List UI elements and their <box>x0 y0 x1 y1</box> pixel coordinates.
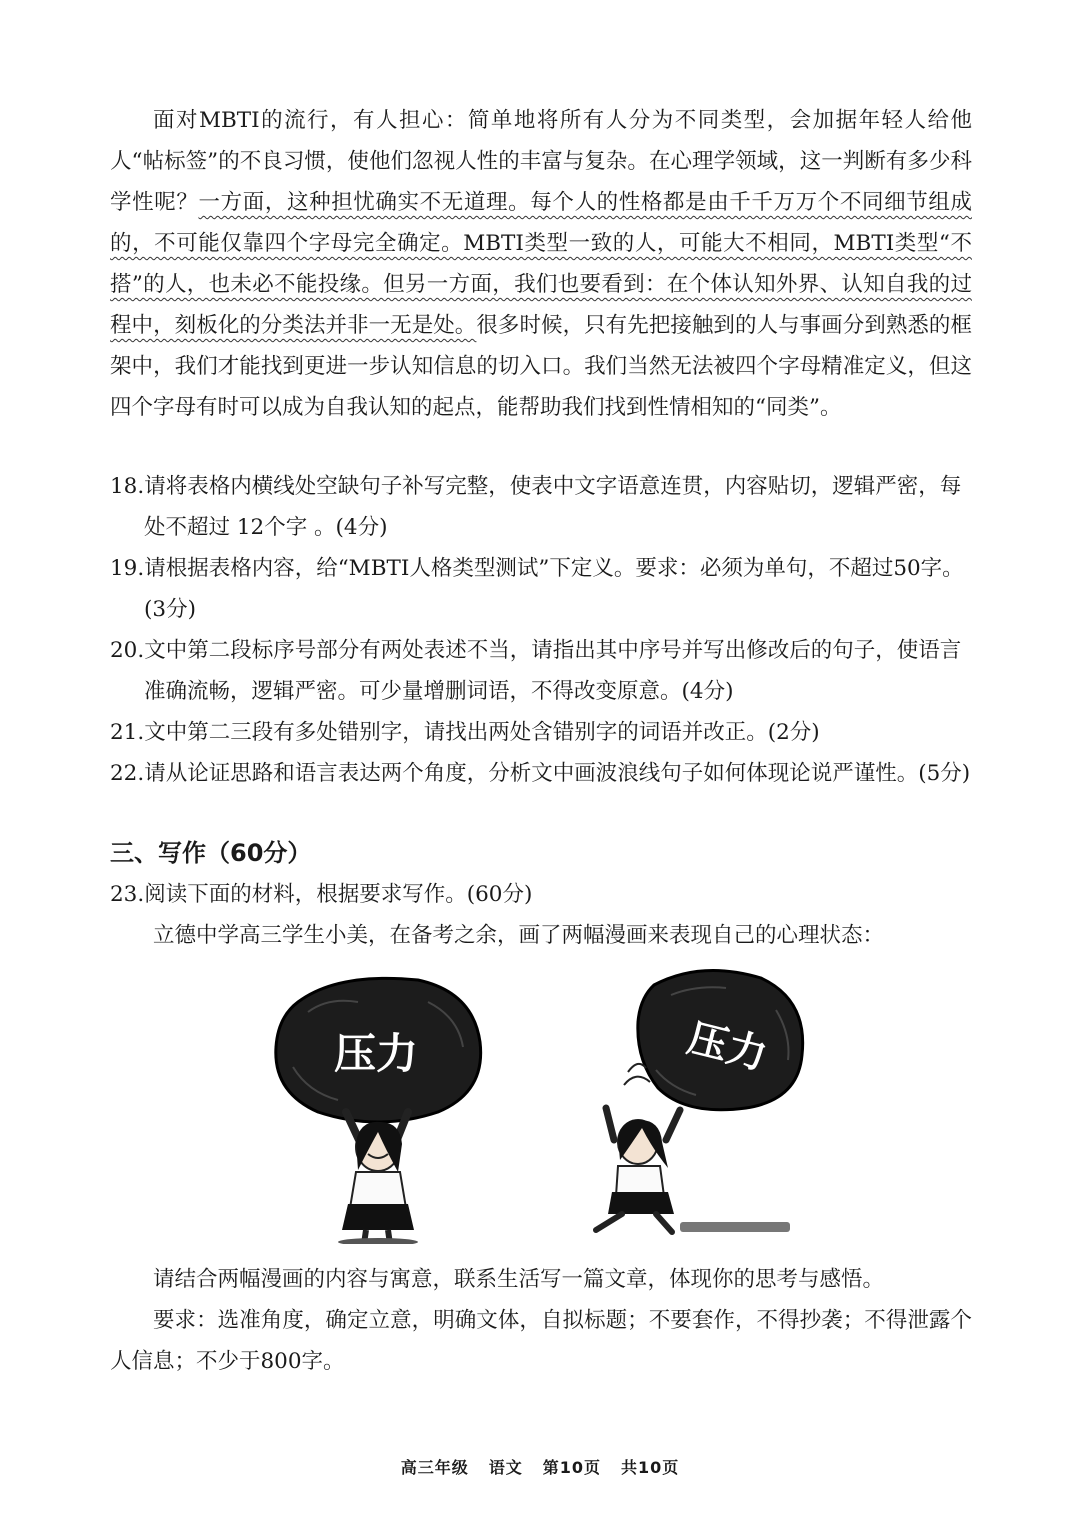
girl-skirt-right <box>608 1192 674 1214</box>
rock-label-right: 压力 <box>682 1015 772 1080</box>
question-22: 22.请从论证思路和语言表达两个角度，分析文中画波浪线句子如何体现论说严谨性。(5分) <box>110 761 971 786</box>
section-title-writing: 三、写作（60分） <box>110 839 312 867</box>
footer-page-number: 第10页 <box>542 1458 602 1477</box>
motion-lines <box>624 1064 650 1085</box>
question-19: 19.请根据表格内容，给“MBTI人格类型测试”下定义。要求：必须为单句，不超过50字。(3分) <box>110 556 964 622</box>
girl-skirt-left <box>342 1204 414 1230</box>
passage-text-after: 很多时候，只有先把接触到的人与事画分到熟悉的框架中，我们才能找到更进一步认知信息的切入口。我们当然无法被四个字母精准定义，但这四个字母有时可以成为自我认知的起点，能帮助我们找到性情相知的“同类”。 <box>110 313 972 420</box>
wavy-underlined-text: 一方面，这种担忧确实不无道理。每个人的性格都是由千千万万个不同细节组成的，不可能仅靠四个字母完全确定。MBTI类型一致的人，可能大不相同，MBTI类型“不搭”的人，也未必不能投缘。但另一方面，我们也要看到：在个体认知外界、认知自我的过程中，刻板化的分类法并非一无是处。 <box>110 190 972 338</box>
question-21: 21.文中第二三段有多处错别字，请找出两处含错别字的词语并改正。(2分) <box>110 720 820 745</box>
girl-jacket-right <box>616 1166 664 1196</box>
girl-jacket-left <box>350 1172 406 1208</box>
page-footer <box>0 1455 1080 1478</box>
footer-subject: 语文 <box>488 1458 523 1477</box>
footer-total-pages: 共10页 <box>621 1458 680 1477</box>
passage-text-before: 面对MBTI的流行，有人担心：简单地将所有人分为不同类型，会加据年轻人给他人“帖标签”的不良习惯，使他们忽视人性的丰富与复杂。在心理学领域，这一判断有多少科学性呢？ <box>110 108 972 215</box>
material-intro: 立德中学高三学生小美，在备考之余，画了两幅漫画来表现自己的心理状态： <box>153 923 885 948</box>
writing-instruction: 请结合两幅漫画的内容与寓意，联系生活写一篇文章，体现你的思考与感悟。 <box>153 1267 885 1292</box>
passage-paragraph <box>110 100 972 428</box>
question-20: 20.文中第二段标序号部分有两处表述不当，请指出其中序号并写出修改后的句子，使语言准确流畅，逻辑严密。可少量增删词语，不得改变原意。(4分) <box>110 638 962 704</box>
question-18: 18.请将表格内横线处空缺句子补写完整，使表中文字语意连贯，内容贴切，逻辑严密，每处不超过 12个字 。(4分) <box>110 474 962 540</box>
question-23: 23.阅读下面的材料，根据要求写作。(60分) <box>110 882 533 907</box>
cartoon-holding-pressure <box>268 972 488 1244</box>
cartoon-throwing-pressure <box>576 960 812 1240</box>
footer-grade: 高三年级 <box>400 1458 469 1477</box>
rock-label-left: 压力 <box>333 1029 419 1078</box>
writing-requirements: 要求：选准角度，确定立意，明确文体，自拟标题；不要套作，不得抄袭；不得泄露个人信息；不少于800字。 <box>110 1308 972 1374</box>
ground-shadow <box>680 1222 790 1232</box>
